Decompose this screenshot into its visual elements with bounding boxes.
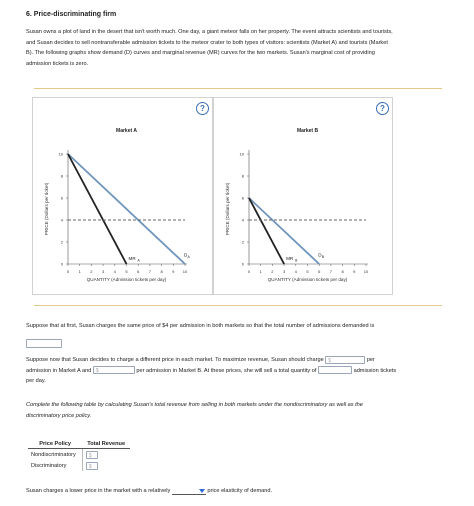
header-total-revenue: Total Revenue — [82, 441, 130, 449]
intro-paragraph — [26, 27, 446, 69]
y-tick-label: 8 — [60, 173, 63, 179]
x-tick-label: 8 — [341, 269, 344, 274]
table-row — [28, 449, 130, 461]
y-tick-label: 2 — [241, 239, 244, 245]
demand-curve — [249, 198, 319, 264]
d-subscript: A — [187, 254, 190, 259]
x-tick-label: 10 — [182, 269, 188, 274]
chart-title: Market B — [296, 128, 319, 134]
x-tick-label: 2 — [90, 269, 93, 274]
elasticity-dropdown[interactable] — [172, 487, 206, 495]
intro-line-1: Susan owns a plot of land in the desert that isn't worth much. One day, a giant meteor falls on her property. The event attracts scientists and tourists, — [26, 29, 393, 35]
chart-title: Market A — [116, 128, 137, 134]
d-subscript: B — [321, 254, 324, 259]
market-a-chart — [33, 98, 212, 294]
x-tick-label: 10 — [363, 269, 369, 274]
q1-text: Suppose that at first, Susan charges the same price of $4 per admission in both markets so that the total number of admissions demanded is — [26, 323, 375, 329]
intro-line-3: B). The following graphs show demand (D) curves and marginal revenue (MR) curves for the two markets. Susan's marginal cost of providing — [26, 50, 375, 56]
y-tick-label: 6 — [241, 195, 244, 201]
intro-line-2: and Susan decides to sell nontransferable admission tickets to the meteor crater to both types of visitors: scientists (Market A) and tourists (Market — [26, 39, 388, 46]
intro-line-4: admission tickets is zero. — [26, 60, 89, 67]
x-axis-label: QUANTITY (Admission tickets per day) — [86, 277, 167, 282]
price-a-input[interactable] — [325, 356, 365, 364]
x-tick-label: 0 — [66, 269, 70, 274]
y-tick-label: 0 — [60, 261, 63, 267]
x-tick-label: 3 — [101, 269, 105, 274]
x-tick-label: 7 — [148, 269, 152, 274]
q2-part6: per day. — [26, 378, 46, 384]
help-icon[interactable]: ? — [196, 102, 209, 115]
dollar-sign: $ — [328, 357, 332, 364]
x-tick-label: 0 — [247, 269, 251, 274]
y-tick-label: 4 — [241, 217, 244, 223]
revenue-cell — [82, 449, 130, 461]
revenue-nondiscriminatory-input[interactable] — [86, 451, 98, 459]
y-tick-label: 4 — [60, 217, 63, 223]
y-tick-label: 10 — [58, 151, 63, 157]
q2-part2: per — [366, 357, 375, 363]
q3-line2: discriminatory price policy. — [26, 412, 92, 419]
y-tick-label: 8 — [241, 173, 244, 179]
y-axis-label: PRICE (Dollars per ticket) — [225, 182, 230, 236]
x-tick-label: 1 — [259, 269, 262, 274]
revenue-table — [28, 441, 130, 471]
help-icon[interactable]: ? — [376, 102, 389, 115]
q2-part3: admission in Market A and — [26, 367, 92, 374]
y-tick-label: 2 — [60, 239, 63, 245]
q4-part2: price elasticity of demand. — [207, 488, 273, 494]
question-title: 6. Price-discriminating firm — [26, 11, 117, 18]
x-tick-label: 4 — [113, 269, 116, 274]
total-admissions-input[interactable] — [26, 339, 62, 348]
mid-divider — [34, 305, 442, 306]
x-tick-label: 8 — [160, 269, 163, 274]
y-axis-label: PRICE (Dollars per ticket) — [44, 182, 49, 236]
header-price-policy: Price Policy — [28, 441, 82, 449]
q2-part5: admission tickets — [353, 367, 397, 374]
q2-part4: per admission in Market B. At these prices, she will sell a total quantity of — [136, 367, 317, 374]
x-tick-label: 9 — [353, 269, 356, 274]
x-tick-label: 2 — [271, 269, 274, 274]
dollar-sign: $ — [88, 463, 92, 470]
x-tick-label: 9 — [172, 269, 175, 274]
mr-label: MR — [128, 256, 136, 262]
table-row — [28, 460, 130, 471]
d-label: D — [318, 252, 322, 258]
market-b-chart — [214, 98, 392, 294]
y-tick-label: 0 — [241, 261, 244, 267]
x-tick-label: 4 — [294, 269, 297, 274]
dollar-sign: $ — [95, 368, 99, 375]
x-tick-label: 6 — [137, 269, 140, 274]
market-a-panel — [32, 97, 213, 295]
x-tick-label: 1 — [78, 269, 81, 274]
x-tick-label: 6 — [318, 269, 321, 274]
policy-label: Discriminatory — [28, 460, 82, 471]
q4-sentence — [26, 486, 456, 497]
total-quantity-input[interactable] — [318, 366, 352, 374]
chevron-down-icon — [199, 489, 205, 493]
q2-paragraph — [26, 355, 456, 387]
q2-part1: Suppose now that Susan decides to charge a different price in each market. To maximize revenue, Susan should charge — [26, 357, 324, 363]
price-b-input[interactable] — [93, 366, 135, 374]
y-tick-label: 6 — [60, 195, 63, 201]
x-axis-label: QUANTITY (Admission tickets per day) — [267, 277, 348, 282]
x-tick-label: 5 — [125, 269, 128, 274]
revenue-cell — [82, 460, 130, 471]
market-b-panel — [213, 97, 393, 295]
q3-line1: Complete the following table by calculating Susan's total revenue from selling in both markets under the nondiscriminatory as well as the — [26, 402, 363, 408]
demand-curve — [68, 154, 185, 264]
mr-subscript: B — [295, 258, 298, 263]
dollar-sign: $ — [88, 452, 92, 459]
top-divider — [34, 88, 442, 89]
mr-label: MR — [286, 256, 294, 262]
q3-instructions — [26, 400, 456, 421]
mr-curve — [249, 198, 284, 264]
mr-subscript: A — [137, 258, 140, 263]
x-tick-label: 7 — [329, 269, 333, 274]
x-tick-label: 3 — [282, 269, 286, 274]
q4-part1: Susan charges a lower price in the market with a relatively — [26, 488, 171, 494]
x-tick-label: 5 — [306, 269, 309, 274]
y-tick-label: 10 — [239, 151, 244, 157]
revenue-discriminatory-input[interactable] — [86, 462, 98, 470]
d-label: D — [184, 252, 188, 258]
policy-label: Nondiscriminatory — [28, 449, 82, 461]
mr-curve — [68, 154, 127, 264]
